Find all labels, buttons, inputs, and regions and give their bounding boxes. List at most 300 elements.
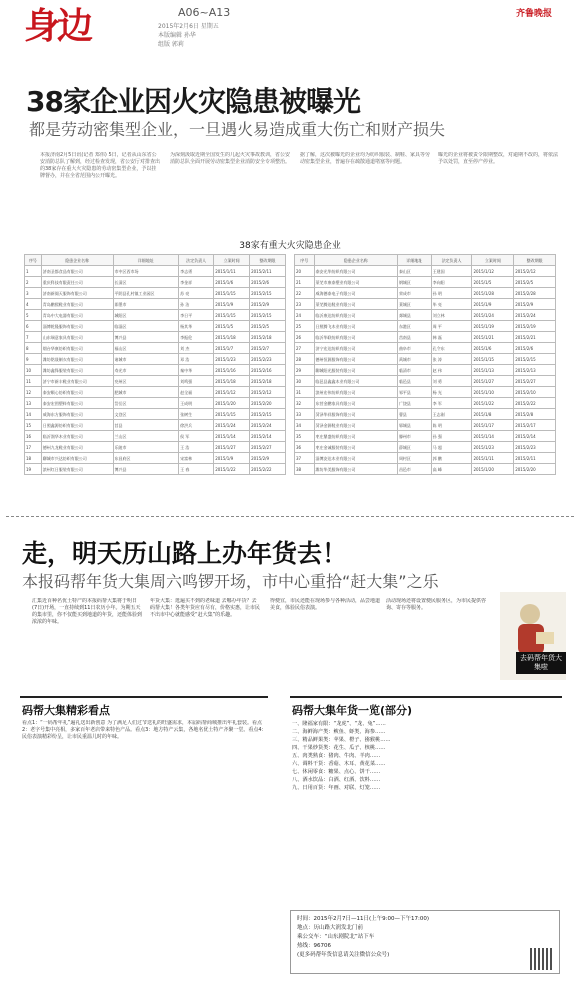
table-cell: 2015/2/27 bbox=[514, 376, 556, 387]
list-item: 一、隆福家有限：“龙虎”、“龙、兔”…… bbox=[292, 721, 386, 727]
table-cell: 2015/1/19 bbox=[472, 321, 514, 332]
photo-caption: 去码帮年货大集啦 bbox=[516, 652, 566, 674]
table-cell: 李 军 bbox=[431, 398, 472, 409]
table-cell: 济南新阁天服饰有限公司 bbox=[41, 288, 113, 299]
table-row bbox=[25, 420, 286, 431]
table-cell: 26 bbox=[295, 332, 315, 343]
list-item: 四、干果炒货类：花生、瓜子、核桃…… bbox=[292, 745, 386, 751]
table-cell: 郭 鹏 bbox=[431, 453, 472, 464]
table-cell: 广饶县 bbox=[397, 398, 431, 409]
table-cell: 2015/1/5 bbox=[214, 321, 250, 332]
table-cell: 肥城市 bbox=[113, 387, 179, 398]
table-cell: 临沂润华木业有限公司 bbox=[41, 431, 113, 442]
table-cell: 1 bbox=[25, 266, 42, 277]
table-cell: 2015/2/15 bbox=[514, 354, 556, 365]
table-cell: 烟台华康纺织有限公司 bbox=[41, 343, 113, 354]
table-cell: 临邑县鑫鑫木业有限公司 bbox=[314, 376, 397, 387]
col-header: 立案时间 bbox=[472, 255, 514, 266]
article1-col3: 据了解，这次被曝光的企业均为纺织服装、制鞋、家具等劳动密集型企业，普遍存在疏散通道堵塞等问题。 bbox=[300, 152, 430, 165]
table-cell: 2015/2/11 bbox=[250, 266, 286, 277]
event-info-box bbox=[290, 910, 560, 974]
col-header: 整改期限 bbox=[514, 255, 556, 266]
table-row bbox=[25, 277, 286, 288]
table-row bbox=[295, 464, 556, 475]
table-cell: 28 bbox=[295, 354, 315, 365]
table-cell: 市中区西市场 bbox=[113, 266, 179, 277]
table-row bbox=[295, 310, 556, 321]
table-cell: 31 bbox=[295, 387, 315, 398]
table-cell: 2015/2/24 bbox=[250, 420, 286, 431]
table-cell: 13 bbox=[25, 398, 42, 409]
table-cell: 2015/2/7 bbox=[250, 343, 286, 354]
table-row bbox=[295, 365, 556, 376]
table-cell: 兰山区 bbox=[113, 431, 179, 442]
table-cell: 35 bbox=[295, 431, 315, 442]
table-cell: 27 bbox=[295, 343, 315, 354]
table-cell: 济南圣都食品有限公司 bbox=[41, 266, 113, 277]
article1-headline: 38家企业因火灾隐患被曝光 bbox=[26, 85, 360, 118]
table-row bbox=[25, 266, 286, 277]
article2-subhead: 本报码帮年货大集周六鸣锣开场，市中心重拾“赶大集”之乐 bbox=[22, 572, 439, 591]
table-cell: 2015/2/17 bbox=[514, 420, 556, 431]
table-row bbox=[295, 277, 556, 288]
table-cell: 17 bbox=[25, 442, 42, 453]
table-cell: 城阳区 bbox=[113, 310, 179, 321]
table-cell: 2015/2/18 bbox=[250, 332, 286, 343]
table-cell: 2015/1/23 bbox=[214, 354, 250, 365]
table-cell: 济宁宏达纺织有限公司 bbox=[314, 343, 397, 354]
table-cell: 2015/1/8 bbox=[472, 409, 514, 420]
table-cell: 日照鑫源纺织有限公司 bbox=[41, 420, 113, 431]
article2-col-d: 活动现场还将设置便民服务区，为市民提供咨询、寄存等服务。 bbox=[386, 598, 487, 611]
table-cell: 临淄区 bbox=[113, 321, 179, 332]
col-header: 整改期限 bbox=[250, 255, 286, 266]
event-place: 地点：历山路大润发北门前 bbox=[297, 925, 364, 931]
table-cell: 德州九龙鞋业有限公司 bbox=[41, 442, 113, 453]
table-cell: 2015/1/13 bbox=[472, 365, 514, 376]
table-cell: 韩 磊 bbox=[431, 332, 472, 343]
table-cell: 2015/2/20 bbox=[250, 398, 286, 409]
article2-col-b: 年货大集：逛遍买不到的老味道 去哪办年货？去码帮大集！各类年货应有尽有，价格实惠，让市民不出市中心就能感受“赶大集”的乐趣。 bbox=[150, 598, 260, 618]
table-cell: 2015/2/19 bbox=[514, 321, 556, 332]
table-row bbox=[295, 266, 556, 277]
table-cell: 重庆科技有限责任公司 bbox=[41, 277, 113, 288]
table-cell: 临清市 bbox=[397, 365, 431, 376]
list-rule bbox=[290, 696, 562, 698]
table-row bbox=[295, 453, 556, 464]
table-cell: 荣成市 bbox=[397, 288, 431, 299]
table-row bbox=[25, 398, 286, 409]
table-row bbox=[295, 420, 556, 431]
table-cell: 38 bbox=[295, 464, 315, 475]
table-cell: 莱芜市康泰塑业有限公司 bbox=[314, 277, 397, 288]
table-cell: 枣庄鼎盛纺织有限公司 bbox=[314, 431, 397, 442]
table-cell: 寿光市 bbox=[113, 365, 179, 376]
col-header: 详细地址 bbox=[397, 255, 431, 266]
table-header-row bbox=[295, 255, 556, 266]
table-cell: 2015/1/18 bbox=[214, 332, 250, 343]
table-cell: 昌邑市 bbox=[397, 464, 431, 475]
table-cell: 孔令东 bbox=[431, 343, 472, 354]
table-cell: 薛城区 bbox=[397, 442, 431, 453]
table-cell: 2015/2/22 bbox=[250, 464, 286, 475]
table-cell: 2015/1/9 bbox=[472, 299, 514, 310]
table-cell: 21 bbox=[295, 277, 315, 288]
table-row bbox=[295, 442, 556, 453]
table-cell: 9 bbox=[25, 354, 42, 365]
table-cell: 2015/2/15 bbox=[250, 310, 286, 321]
table-cell: 临沂华联纺织有限公司 bbox=[314, 332, 397, 343]
table-cell: 曹县 bbox=[397, 409, 431, 420]
table-cell: 刘 杰 bbox=[179, 343, 214, 354]
table-cell: 枣庄金诚服装有限公司 bbox=[314, 442, 397, 453]
table-row bbox=[25, 288, 286, 299]
table-cell: 19 bbox=[25, 464, 42, 475]
table-cell: 孙 明 bbox=[431, 288, 472, 299]
table-row bbox=[25, 431, 286, 442]
table-cell: 2015/1/24 bbox=[472, 310, 514, 321]
table-title: 38家有重大火灾隐患企业 bbox=[239, 241, 341, 251]
table-cell: 刘 勇 bbox=[431, 376, 472, 387]
table-cell: 2015/2/11 bbox=[514, 453, 556, 464]
table-cell: 6 bbox=[25, 321, 42, 332]
table-row bbox=[25, 453, 286, 464]
table-cell: 李金祥 bbox=[179, 277, 214, 288]
table-cell: 济宁市新丰鞋业有限公司 bbox=[41, 376, 113, 387]
table-cell: 2015/1/27 bbox=[472, 376, 514, 387]
col-header: 序号 bbox=[295, 255, 315, 266]
table-row bbox=[295, 321, 556, 332]
table-cell: 2015/2/15 bbox=[250, 409, 286, 420]
table-cell: 2015/2/9 bbox=[514, 299, 556, 310]
article2-col-c: 得便宜，市民还能在现场参与各种活动，品尝地道美食，体验民俗表演。 bbox=[270, 598, 380, 611]
table-cell: 刘鸣强 bbox=[179, 376, 214, 387]
qr-code-icon bbox=[530, 948, 552, 970]
table-cell: 即墨市 bbox=[113, 299, 179, 310]
table-cell: 2015/2/15 bbox=[250, 288, 286, 299]
table-row bbox=[295, 354, 556, 365]
col-header: 隐患企业名称 bbox=[41, 255, 113, 266]
issue-date: 2015年2月6日 星期五 bbox=[158, 23, 219, 30]
table-cell: 2015/2/24 bbox=[514, 310, 556, 321]
table-cell: 2015/1/23 bbox=[472, 442, 514, 453]
table-cell: 淄博安达木业有限公司 bbox=[314, 453, 397, 464]
table-cell: 德州恒源服饰有限公司 bbox=[314, 354, 397, 365]
table-cell: 临沂康达纺织有限公司 bbox=[314, 310, 397, 321]
table-cell: 2015/1/9 bbox=[214, 453, 250, 464]
table-cell: 2015/2/6 bbox=[514, 343, 556, 354]
table-cell: 宋富林 bbox=[179, 453, 214, 464]
article1-col2: 为深刻汲取近期全国发生的几起火灾事故教训，省公安消防总队全面开展劳动密集型企业消防安全专项整治。 bbox=[170, 152, 290, 165]
table-row bbox=[25, 376, 286, 387]
designer-line: 组版 郭莉 bbox=[158, 41, 184, 48]
table-row bbox=[25, 409, 286, 420]
table-row bbox=[295, 332, 556, 343]
table-cell: 2015/2/9 bbox=[250, 453, 286, 464]
highlights-title: 码帮大集精彩看点 bbox=[22, 704, 110, 717]
table-cell: 邹平县 bbox=[397, 387, 431, 398]
table-cell: 23 bbox=[295, 299, 315, 310]
table-cell: 2015/2/14 bbox=[250, 431, 286, 442]
table-row bbox=[295, 343, 556, 354]
table-row bbox=[295, 431, 556, 442]
table-cell: 33 bbox=[295, 409, 315, 420]
table-cell: 30 bbox=[295, 376, 315, 387]
event-phone: 热线：96706 bbox=[297, 943, 331, 949]
table-cell: 16 bbox=[25, 431, 42, 442]
table-cell: 潍坊铭晟制衣有限公司 bbox=[41, 354, 113, 365]
table-row bbox=[25, 464, 286, 475]
table-cell: 2015/1/11 bbox=[214, 266, 250, 277]
table-cell: 侯 军 bbox=[179, 431, 214, 442]
table-cell: 2015/2/5 bbox=[250, 321, 286, 332]
table-cell: 2015/1/14 bbox=[472, 431, 514, 442]
table-row bbox=[295, 299, 556, 310]
table-cell: 菏泽华祥服饰有限公司 bbox=[314, 409, 397, 420]
table-cell: 杨 光 bbox=[431, 387, 472, 398]
table-cell: 李向阳 bbox=[431, 277, 472, 288]
editor-line: 本版编辑 孙华 bbox=[158, 32, 196, 39]
table-cell: 2015/2/8 bbox=[514, 409, 556, 420]
table-cell: 25 bbox=[295, 321, 315, 332]
table-cell: 2015/2/28 bbox=[514, 288, 556, 299]
table-cell: 刘立林 bbox=[431, 310, 472, 321]
table-cell: 2015/1/14 bbox=[214, 431, 250, 442]
table-cell: 8 bbox=[25, 343, 42, 354]
article1-col4: 曝光的企业将被责令限期整改，对逾期不改的，将依法予以处罚，直至停产停业。 bbox=[438, 152, 558, 165]
table-row bbox=[25, 354, 286, 365]
table-cell: 2015/2/5 bbox=[514, 277, 556, 288]
table-cell: 2015/1/20 bbox=[214, 398, 250, 409]
table-cell: 2015/1/17 bbox=[472, 420, 514, 431]
col-header: 隐患企业名称 bbox=[314, 255, 397, 266]
table-cell: 潍坊华美服饰有限公司 bbox=[314, 464, 397, 475]
table-cell: 潍坊鑫锋服装有限公司 bbox=[41, 365, 113, 376]
table-cell: 邓 浩 bbox=[179, 354, 214, 365]
table-cell: 兖州区 bbox=[113, 376, 179, 387]
table-cell: 威海德泰电子有限公司 bbox=[314, 288, 397, 299]
table-row bbox=[25, 442, 286, 453]
table-cell: 高 峰 bbox=[431, 464, 472, 475]
table-cell: 2015/2/16 bbox=[250, 365, 286, 376]
table-cell: 2015/2/18 bbox=[250, 376, 286, 387]
table-cell: 泰安顺心纺织有限公司 bbox=[41, 387, 113, 398]
table-row bbox=[25, 387, 286, 398]
table-cell: 12 bbox=[25, 387, 42, 398]
table-cell: 菏泽金源鞋业有限公司 bbox=[314, 420, 397, 431]
table-cell: 2015/1/11 bbox=[472, 453, 514, 464]
table-cell: 37 bbox=[295, 453, 315, 464]
table-cell: 11 bbox=[25, 376, 42, 387]
table-cell: 2015/2/21 bbox=[514, 332, 556, 343]
table-cell: 2015/2/27 bbox=[250, 442, 286, 453]
goods-list bbox=[292, 720, 560, 906]
table-cell: 滕州市 bbox=[397, 431, 431, 442]
table-cell: 2015/1/5 bbox=[472, 277, 514, 288]
table-cell: 徐洪兵 bbox=[179, 420, 214, 431]
table-cell: 2015/1/12 bbox=[214, 387, 250, 398]
table-cell: 2015/1/15 bbox=[214, 288, 250, 299]
table-cell: 福山区 bbox=[113, 343, 179, 354]
table-cell: 5 bbox=[25, 310, 42, 321]
table-cell: 东昌府区 bbox=[113, 453, 179, 464]
table-cell: 2015/1/7 bbox=[214, 343, 250, 354]
table-cell: 博兴县 bbox=[113, 332, 179, 343]
table-cell: 周 平 bbox=[431, 321, 472, 332]
table-cell: 2015/2/14 bbox=[514, 431, 556, 442]
table-cell: 聊城阳光服装有限公司 bbox=[314, 365, 397, 376]
table-cell: 2015/2/13 bbox=[514, 365, 556, 376]
col-header: 立案时间 bbox=[214, 255, 250, 266]
table-cell: 2015/2/12 bbox=[514, 266, 556, 277]
hazard-table-left bbox=[24, 254, 286, 475]
table-cell: 陈 明 bbox=[431, 420, 472, 431]
col-header: 法定负责人 bbox=[179, 255, 214, 266]
table-cell: 2015/1/27 bbox=[214, 442, 250, 453]
table-cell: 淄博乾隆服饰有限公司 bbox=[41, 321, 113, 332]
table-cell: 2015/1/22 bbox=[214, 464, 250, 475]
event-time: 时间：2015年2月7日—11日(上午9:00—下午17:00) bbox=[297, 916, 429, 922]
table-cell: 2015/1/22 bbox=[472, 398, 514, 409]
col-header: 详细地址 bbox=[113, 255, 179, 266]
table-cell: 2015/2/20 bbox=[514, 464, 556, 475]
table-cell: 2015/1/20 bbox=[472, 464, 514, 475]
table-cell: 2015/1/16 bbox=[214, 365, 250, 376]
table-cell: 滨州宏伟纺织有限公司 bbox=[314, 387, 397, 398]
table-cell: 2015/2/22 bbox=[514, 398, 556, 409]
table-cell: 秦中华 bbox=[179, 365, 214, 376]
highlights-rule bbox=[20, 696, 268, 698]
table-cell: 2015/1/24 bbox=[214, 420, 250, 431]
table-cell: 禹城市 bbox=[397, 354, 431, 365]
table-cell: 周村区 bbox=[397, 453, 431, 464]
table-cell: 2 bbox=[25, 277, 42, 288]
table-cell: 29 bbox=[295, 365, 315, 376]
table-cell: 钢城区 bbox=[397, 277, 431, 288]
table-cell: 威海东方服饰有限公司 bbox=[41, 409, 113, 420]
table-cell: 李振伦 bbox=[179, 332, 214, 343]
table-cell: 2015/2/12 bbox=[250, 387, 286, 398]
table-cell: 王 浩 bbox=[179, 442, 214, 453]
event-note: (更多码帮年货信息请关注微信公众号) bbox=[297, 952, 390, 958]
event-bus: 乘公交车：“山东剧院北”站下车 bbox=[297, 934, 375, 940]
table-row bbox=[25, 365, 286, 376]
table-cell: 2015/1/28 bbox=[472, 288, 514, 299]
table-row bbox=[295, 288, 556, 299]
table-cell: 青岛中大电器有限公司 bbox=[41, 310, 113, 321]
table-cell: 李日平 bbox=[179, 310, 214, 321]
table-cell: 莒南县 bbox=[397, 332, 431, 343]
promo-photo bbox=[500, 592, 566, 680]
table-row bbox=[25, 321, 286, 332]
table-cell: 山东瑞意家具有限公司 bbox=[41, 332, 113, 343]
table-cell: 莒县 bbox=[113, 420, 179, 431]
table-cell: 岱岳区 bbox=[113, 398, 179, 409]
table-header-row bbox=[25, 255, 286, 266]
table-cell: 莱芜腾达鞋业有限公司 bbox=[314, 299, 397, 310]
table-cell: 32 bbox=[295, 398, 315, 409]
table-cell: 2015/1/9 bbox=[214, 299, 250, 310]
table-cell: 2015/2/23 bbox=[250, 354, 286, 365]
section-title: 身边 bbox=[24, 6, 91, 47]
highlights-text: 看点1：“一码帮年礼”遍礼送出新创意 为了满足人们过节送礼的旺盛需求，本届码帮商城推出年礼套装。看点2：老字号集中亮相，多家百年老店带来特色产品。看点3：地方特产云集，各地名优土特产齐聚一堂。看点4：民俗表演精彩纷呈，让市民重温儿时的年味。 bbox=[22, 720, 267, 740]
table-cell: 张树生 bbox=[179, 409, 214, 420]
table-cell: 2015/1/6 bbox=[214, 277, 250, 288]
table-cell: 2015/1/12 bbox=[472, 266, 514, 277]
table-row bbox=[295, 409, 556, 420]
table-cell: 东营金鹏家具有限公司 bbox=[314, 398, 397, 409]
table-cell: 2015/1/10 bbox=[472, 387, 514, 398]
list-title: 码帮大集年货一览(部分) bbox=[292, 704, 413, 717]
table-cell: 日照腾飞木业有限公司 bbox=[314, 321, 397, 332]
list-item: 九、日用百货：年画、对联、灯笼…… bbox=[292, 785, 381, 791]
table-cell: 王成明 bbox=[179, 398, 214, 409]
table-cell: 赵全福 bbox=[179, 387, 214, 398]
table-cell: 毕 亮 bbox=[431, 299, 472, 310]
table-cell: 临邑县 bbox=[397, 376, 431, 387]
table-cell: 赵 伟 bbox=[431, 365, 472, 376]
table-cell: 青岛鹏熙鞋业有限公司 bbox=[41, 299, 113, 310]
table-cell: 诸城市 bbox=[113, 354, 179, 365]
table-cell: 2015/2/9 bbox=[250, 299, 286, 310]
table-cell: 李志勇 bbox=[179, 266, 214, 277]
masthead-meta bbox=[158, 22, 219, 49]
table-cell: 王志刚 bbox=[431, 409, 472, 420]
table-cell: 34 bbox=[295, 420, 315, 431]
table-row bbox=[295, 387, 556, 398]
table-cell: 36 bbox=[295, 442, 315, 453]
table-cell: 郯城县 bbox=[397, 310, 431, 321]
table-cell: 泰安宏图塑料有限公司 bbox=[41, 398, 113, 409]
table-row bbox=[25, 343, 286, 354]
article2-headline: 走，明天历山路上办年货去！ bbox=[22, 539, 348, 568]
table-cell: 张 涛 bbox=[431, 354, 472, 365]
table-cell: 2015/1/15 bbox=[214, 310, 250, 321]
table-cell: 10 bbox=[25, 365, 42, 376]
article1-subhead: 都是劳动密集型企业，一旦遇火易造成重大伤亡和财产损失 bbox=[29, 120, 446, 139]
table-cell: 2015/2/6 bbox=[250, 277, 286, 288]
table-cell: 2015/1/21 bbox=[472, 332, 514, 343]
table-cell: 博兴县 bbox=[113, 464, 179, 475]
table-cell: 杨其华 bbox=[179, 321, 214, 332]
table-cell: 18 bbox=[25, 453, 42, 464]
table-cell: 孙 洁 bbox=[179, 299, 214, 310]
paper-logo: 齐鲁晚报 bbox=[516, 9, 553, 19]
table-cell: 滨州红日服装有限公司 bbox=[41, 464, 113, 475]
table-row bbox=[295, 376, 556, 387]
table-cell: 孙 强 bbox=[431, 431, 472, 442]
table-row bbox=[25, 299, 286, 310]
table-cell: 3 bbox=[25, 288, 42, 299]
article2-intro: 汇集近百种名优土特产的本报码帮大集将于明日(7日)开场，一直持续到11日农历小年。为期五天的集市里，你不仅能买到地道的年货，还能体验到浓浓的年味。 bbox=[32, 598, 142, 625]
col-header: 序号 bbox=[25, 255, 42, 266]
list-item: 八、酒水饮品：白酒、红酒、饮料…… bbox=[292, 777, 381, 783]
table-cell: 马 超 bbox=[431, 442, 472, 453]
table-cell: 7 bbox=[25, 332, 42, 343]
list-item: 七、休闲零食：糖果、点心、饼干…… bbox=[292, 769, 381, 775]
table-cell: 22 bbox=[295, 288, 315, 299]
table-cell: 曲阜市 bbox=[397, 343, 431, 354]
table-cell: 乐陵市 bbox=[113, 442, 179, 453]
table-cell: 2015/1/18 bbox=[214, 376, 250, 387]
list-item: 六、调料干货：香菇、木耳、黄花菜…… bbox=[292, 761, 386, 767]
table-row bbox=[25, 332, 286, 343]
table-cell: 王 春 bbox=[179, 464, 214, 475]
table-cell: 郓城县 bbox=[397, 420, 431, 431]
table-cell: 平阴县孔村镇工业园区 bbox=[113, 288, 179, 299]
table-cell: 2015/1/6 bbox=[472, 343, 514, 354]
table-cell: 东港区 bbox=[397, 321, 431, 332]
